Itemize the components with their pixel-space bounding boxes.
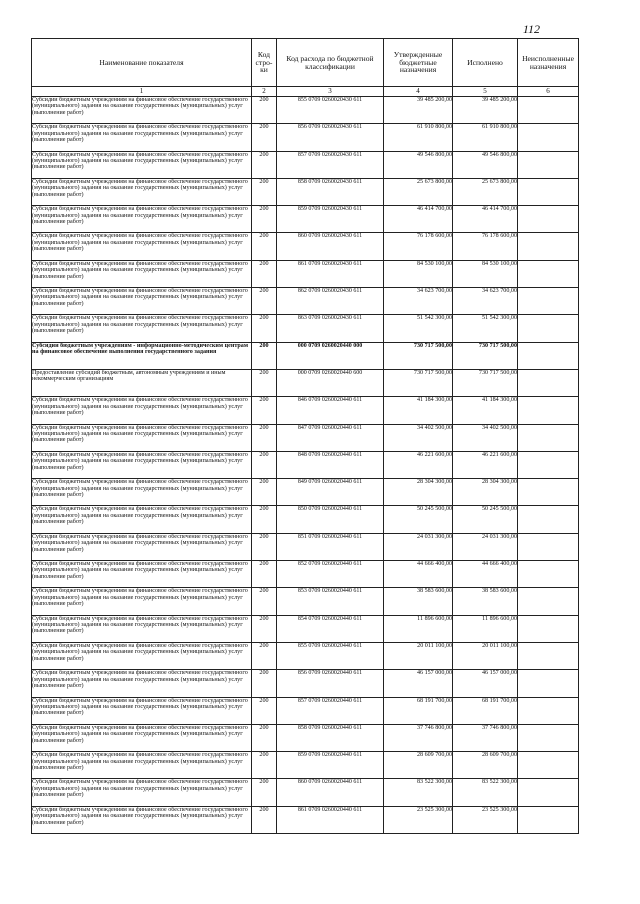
row-code: 200 [252,260,277,287]
table-row [32,178,579,205]
row-executed: 41 184 300,00 [453,397,518,424]
row-approved: 24 031 300,00 [384,533,453,560]
row-budget-code: 857 0709 0260020430 611 [277,151,384,178]
row-code: 200 [252,369,277,396]
row-executed: 730 717 500,00 [453,369,518,396]
table-row [32,260,579,287]
row-unexecuted [518,615,579,642]
budget-execution-table [31,38,579,834]
table-row [32,533,579,560]
row-approved: 34 623 700,00 [384,288,453,315]
header-unexecuted: Неисполненные назначения [518,39,579,87]
row-unexecuted [518,288,579,315]
row-budget-code: 861 0709 0260020440 611 [277,806,384,833]
row-name: Субсидии бюджетным учреждениям на финансовое обеспечение государственного (муниципального) задания на оказание государственных (муниципальных) услуг (выполнение работ) [32,97,252,124]
row-budget-code: 859 0709 0260020440 611 [277,752,384,779]
row-approved: 28 609 700,00 [384,752,453,779]
row-code: 200 [252,561,277,588]
row-executed: 51 542 300,00 [453,315,518,342]
row-approved: 730 717 500,00 [384,342,453,369]
row-budget-code: 860 0709 0260020440 611 [277,779,384,806]
row-unexecuted [518,397,579,424]
table-row [32,397,579,424]
row-budget-code: 000 0709 0260020440 000 [277,342,384,369]
row-budget-code: 855 0709 0260020430 611 [277,97,384,124]
row-executed: 34 402 500,00 [453,424,518,451]
row-code: 200 [252,506,277,533]
row-name: Субсидии бюджетным учреждениям на финансовое обеспечение государственного (муниципального) задания на оказание государственных (муниципальных) услуг (выполнение работ) [32,724,252,751]
row-name: Субсидии бюджетным учреждениям на финансовое обеспечение государственного (муниципального) задания на оказание государственных (муниципальных) услуг (выполнение работ) [32,178,252,205]
column-number: 6 [518,87,579,97]
row-executed: 46 157 000,00 [453,670,518,697]
row-unexecuted [518,451,579,478]
row-budget-code: 850 0709 0260020440 611 [277,506,384,533]
row-name: Субсидии бюджетным учреждениям на финансовое обеспечение государственного (муниципального) задания на оказание государственных (муниципальных) услуг (выполнение работ) [32,397,252,424]
row-unexecuted [518,806,579,833]
row-name: Субсидии бюджетным учреждениям на финансовое обеспечение государственного (муниципального) задания на оказание государственных (муниципальных) услуг (выполнение работ) [32,752,252,779]
table-row [32,206,579,233]
header-approved: Утвержденные бюджетные назначения [384,39,453,87]
row-code: 200 [252,178,277,205]
row-code: 200 [252,206,277,233]
row-name: Субсидии бюджетным учреждениям на финансовое обеспечение государственного (муниципального) задания на оказание государственных (муниципальных) услуг (выполнение работ) [32,697,252,724]
column-number: 2 [252,87,277,97]
row-code: 200 [252,315,277,342]
table-row [32,342,579,369]
row-name: Субсидии бюджетным учреждениям на финансовое обеспечение государственного (муниципального) задания на оказание государственных (муниципальных) услуг (выполнение работ) [32,642,252,669]
row-approved: 38 583 600,00 [384,588,453,615]
row-budget-code: 848 0709 0260020440 611 [277,451,384,478]
row-unexecuted [518,561,579,588]
row-code: 200 [252,424,277,451]
row-name: Субсидии бюджетным учреждениям на финансовое обеспечение государственного (муниципального) задания на оказание государственных (муниципальных) услуг (выполнение работ) [32,288,252,315]
table-row [32,151,579,178]
row-unexecuted [518,779,579,806]
row-executed: 39 485 200,00 [453,97,518,124]
table-row [32,697,579,724]
header-row-code: Код стро- ки [252,39,277,87]
row-approved: 50 245 500,00 [384,506,453,533]
table-row [32,615,579,642]
row-approved: 730 717 500,00 [384,369,453,396]
table-row [32,806,579,833]
row-unexecuted [518,315,579,342]
table-row [32,288,579,315]
row-code: 200 [252,806,277,833]
row-executed: 11 896 600,00 [453,615,518,642]
table-row [32,369,579,396]
row-name: Субсидии бюджетным учреждениям на финансовое обеспечение государственного (муниципального) задания на оказание государственных (муниципальных) услуг (выполнение работ) [32,615,252,642]
row-budget-code: 861 0709 0260020430 611 [277,260,384,287]
row-budget-code: 858 0709 0260020430 611 [277,178,384,205]
table-row [32,97,579,124]
row-approved: 28 304 300,00 [384,479,453,506]
column-number: 4 [384,87,453,97]
row-code: 200 [252,697,277,724]
table-row [32,124,579,151]
row-unexecuted [518,533,579,560]
row-budget-code: 862 0709 0260020430 611 [277,288,384,315]
table-row [32,588,579,615]
table-row [32,479,579,506]
row-executed: 37 746 800,00 [453,724,518,751]
column-number: 5 [453,87,518,97]
row-name: Субсидии бюджетным учреждениям на финансовое обеспечение государственного (муниципального) задания на оказание государственных (муниципальных) услуг (выполнение работ) [32,424,252,451]
row-unexecuted [518,506,579,533]
row-executed: 34 623 700,00 [453,288,518,315]
row-unexecuted [518,670,579,697]
row-approved: 39 485 200,00 [384,97,453,124]
table-row [32,642,579,669]
row-approved: 41 184 300,00 [384,397,453,424]
page-number: 112 [522,22,540,36]
row-executed: 61 910 800,00 [453,124,518,151]
row-budget-code: 847 0709 0260020440 611 [277,424,384,451]
row-code: 200 [252,124,277,151]
row-name: Субсидии бюджетным учреждениям - информационно-методическим центрам на финансовое обеспечение выполнения государственного задания [32,342,252,369]
row-unexecuted [518,588,579,615]
row-approved: 68 191 700,00 [384,697,453,724]
row-code: 200 [252,642,277,669]
row-unexecuted [518,260,579,287]
row-name: Субсидии бюджетным учреждениям на финансовое обеспечение государственного (муниципального) задания на оказание государственных (муниципальных) услуг (выполнение работ) [32,533,252,560]
row-code: 200 [252,233,277,260]
row-budget-code: 851 0709 0260020440 611 [277,533,384,560]
row-budget-code: 849 0709 0260020440 611 [277,479,384,506]
table-row [32,670,579,697]
row-executed: 49 546 800,00 [453,151,518,178]
row-unexecuted [518,178,579,205]
row-approved: 51 542 300,00 [384,315,453,342]
table-row [32,561,579,588]
row-budget-code: 859 0709 0260020430 611 [277,206,384,233]
row-budget-code: 863 0709 0260020430 611 [277,315,384,342]
row-code: 200 [252,615,277,642]
row-name: Субсидии бюджетным учреждениям на финансовое обеспечение государственного (муниципального) задания на оказание государственных (муниципальных) услуг (выполнение работ) [32,206,252,233]
row-unexecuted [518,124,579,151]
row-approved: 46 221 600,00 [384,451,453,478]
row-code: 200 [252,97,277,124]
table-row [32,724,579,751]
row-budget-code: 846 0709 0260020440 611 [277,397,384,424]
header-budget-code: Код расхода по бюджетной классификации [277,39,384,87]
row-executed: 28 304 300,00 [453,479,518,506]
row-unexecuted [518,342,579,369]
row-approved: 37 746 800,00 [384,724,453,751]
row-name: Субсидии бюджетным учреждениям на финансовое обеспечение государственного (муниципального) задания на оказание государственных (муниципальных) услуг (выполнение работ) [32,561,252,588]
row-budget-code: 855 0709 0260020440 611 [277,642,384,669]
table-row [32,233,579,260]
row-budget-code: 860 0709 0260020430 611 [277,233,384,260]
row-unexecuted [518,642,579,669]
row-code: 200 [252,588,277,615]
row-name: Субсидии бюджетным учреждениям на финансовое обеспечение государственного (муниципального) задания на оказание государственных (муниципальных) услуг (выполнение работ) [32,779,252,806]
row-name: Субсидии бюджетным учреждениям на финансовое обеспечение государственного (муниципального) задания на оказание государственных (муниципальных) услуг (выполнение работ) [32,260,252,287]
row-approved: 20 011 100,00 [384,642,453,669]
row-executed: 46 414 700,00 [453,206,518,233]
row-unexecuted [518,697,579,724]
row-code: 200 [252,342,277,369]
row-executed: 68 191 700,00 [453,697,518,724]
row-code: 200 [252,779,277,806]
row-executed: 20 011 100,00 [453,642,518,669]
row-budget-code: 856 0709 0260020430 611 [277,124,384,151]
row-code: 200 [252,479,277,506]
header-name: Наименование показателя [32,39,252,87]
row-approved: 46 157 000,00 [384,670,453,697]
row-budget-code: 852 0709 0260020440 611 [277,561,384,588]
row-unexecuted [518,424,579,451]
row-executed: 50 245 500,00 [453,506,518,533]
table-row [32,506,579,533]
row-name: Субсидии бюджетным учреждениям на финансовое обеспечение государственного (муниципального) задания на оказание государственных (муниципальных) услуг (выполнение работ) [32,806,252,833]
row-budget-code: 856 0709 0260020440 611 [277,670,384,697]
row-code: 200 [252,288,277,315]
row-approved: 44 666 400,00 [384,561,453,588]
row-approved: 49 546 800,00 [384,151,453,178]
table-row [32,315,579,342]
row-budget-code: 858 0709 0260020440 611 [277,724,384,751]
header-executed: Исполнено [453,39,518,87]
row-executed: 28 609 700,00 [453,752,518,779]
row-executed: 25 673 800,00 [453,178,518,205]
row-approved: 23 525 300,00 [384,806,453,833]
row-code: 200 [252,533,277,560]
column-number-row [32,87,579,97]
row-executed: 83 522 300,00 [453,779,518,806]
row-executed: 38 583 600,00 [453,588,518,615]
row-code: 200 [252,451,277,478]
row-code: 200 [252,151,277,178]
row-unexecuted [518,752,579,779]
row-name: Субсидии бюджетным учреждениям на финансовое обеспечение государственного (муниципального) задания на оказание государственных (муниципальных) услуг (выполнение работ) [32,233,252,260]
row-unexecuted [518,233,579,260]
row-name: Субсидии бюджетным учреждениям на финансовое обеспечение государственного (муниципального) задания на оказание государственных (муниципальных) услуг (выполнение работ) [32,124,252,151]
row-budget-code: 853 0709 0260020440 611 [277,588,384,615]
row-unexecuted [518,97,579,124]
row-executed: 730 717 500,00 [453,342,518,369]
row-unexecuted [518,724,579,751]
row-approved: 83 522 300,00 [384,779,453,806]
column-number: 3 [277,87,384,97]
row-executed: 24 031 300,00 [453,533,518,560]
row-name: Субсидии бюджетным учреждениям на финансовое обеспечение государственного (муниципального) задания на оказание государственных (муниципальных) услуг (выполнение работ) [32,588,252,615]
row-executed: 23 525 300,00 [453,806,518,833]
row-approved: 25 673 800,00 [384,178,453,205]
table-row [32,424,579,451]
row-unexecuted [518,479,579,506]
row-approved: 61 910 800,00 [384,124,453,151]
row-executed: 44 666 400,00 [453,561,518,588]
row-executed: 84 530 100,00 [453,260,518,287]
row-approved: 46 414 700,00 [384,206,453,233]
row-budget-code: 854 0709 0260020440 611 [277,615,384,642]
row-executed: 46 221 600,00 [453,451,518,478]
table-row [32,752,579,779]
row-approved: 34 402 500,00 [384,424,453,451]
table-row [32,451,579,478]
row-budget-code: 000 0709 0260020440 600 [277,369,384,396]
row-code: 200 [252,670,277,697]
table-row [32,779,579,806]
row-unexecuted [518,206,579,233]
row-name: Субсидии бюджетным учреждениям на финансовое обеспечение государственного (муниципального) задания на оказание государственных (муниципальных) услуг (выполнение работ) [32,506,252,533]
row-budget-code: 857 0709 0260020440 611 [277,697,384,724]
row-code: 200 [252,397,277,424]
table-header-row [32,39,579,87]
row-name: Субсидии бюджетным учреждениям на финансовое обеспечение государственного (муниципального) задания на оказание государственных (муниципальных) услуг (выполнение работ) [32,479,252,506]
row-approved: 84 530 100,00 [384,260,453,287]
column-number: 1 [32,87,252,97]
row-name: Предоставление субсидий бюджетным, автономным учреждениям и иным некоммерческим организациям [32,369,252,396]
row-unexecuted [518,151,579,178]
row-name: Субсидии бюджетным учреждениям на финансовое обеспечение государственного (муниципального) задания на оказание государственных (муниципальных) услуг (выполнение работ) [32,315,252,342]
row-executed: 76 178 600,00 [453,233,518,260]
row-code: 200 [252,724,277,751]
row-code: 200 [252,752,277,779]
row-name: Субсидии бюджетным учреждениям на финансовое обеспечение государственного (муниципального) задания на оказание государственных (муниципальных) услуг (выполнение работ) [32,670,252,697]
row-approved: 11 896 600,00 [384,615,453,642]
row-name: Субсидии бюджетным учреждениям на финансовое обеспечение государственного (муниципального) задания на оказание государственных (муниципальных) услуг (выполнение работ) [32,151,252,178]
row-approved: 76 178 600,00 [384,233,453,260]
row-name: Субсидии бюджетным учреждениям на финансовое обеспечение государственного (муниципального) задания на оказание государственных (муниципальных) услуг (выполнение работ) [32,451,252,478]
row-unexecuted [518,369,579,396]
